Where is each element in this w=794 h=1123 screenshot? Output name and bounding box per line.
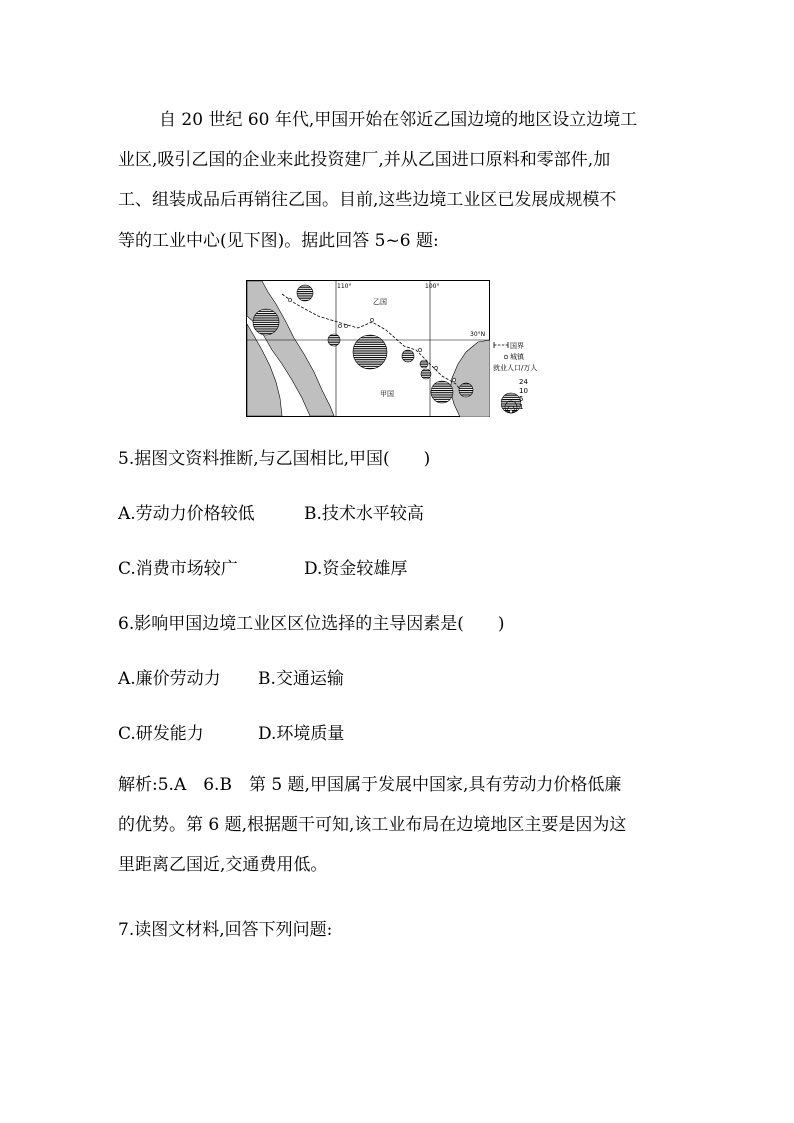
map-legend [491,337,561,417]
intro-line-1: 自 20 世纪 60 年代,甲国开始在邻近乙国边境的地区设立边境工 [159,110,638,130]
legend-employment-label: 就业人口/万人 [493,364,538,372]
employment-circle [420,360,428,368]
q5-stem: 5.据图文资料推断,与乙国相比,甲国( ) [118,449,431,469]
town-dot [370,318,373,321]
q5-option-b: B.技术水平较高 [304,504,424,524]
legend-scale-24: 24 [519,378,528,386]
country-b-label: 乙国 [373,298,387,306]
q6-option-d: D.环境质量 [258,724,345,744]
town-dot [434,366,437,369]
q7-stem: 7.读图文材料,回答下列问题: [118,920,333,940]
employment-circle [297,285,313,301]
town-dot [344,324,347,327]
intro-line-3: 工、组装成品后再销往乙国。目前,这些边境工业区已发展成规模不 [118,190,617,210]
q6-stem: 6.影响甲国边境工业区区位选择的主导因素是( ) [118,614,505,634]
legend-scale-5: 5 [519,395,524,403]
analysis-line-1: 解析:5.A 6.B 第 5 题,甲国属于发展中国家,具有劳动力价格低廉 [118,775,622,795]
q5-option-d: D.资金较雄厚 [304,559,408,579]
employment-circle [459,383,473,397]
employment-circle [402,350,414,362]
lon-100-label: 100° [425,283,440,290]
legend-border-label: 国界 [510,342,524,350]
employment-circle [421,369,431,379]
town-dot [452,378,455,381]
employment-circle [353,335,387,369]
employment-circle [328,334,340,346]
analysis-line-2: 的优势。第 6 题,根据题干可知,该工业布局在边境地区主要是因为这 [118,815,627,835]
intro-line-2: 业区,吸引乙国的企业来此投资建厂,并从乙国进口原料和零部件,加 [118,150,611,170]
analysis-line-3: 里距离乙国近,交通费用低。 [118,855,328,875]
employment-circle [431,381,453,403]
q5-option-c: C.消费市场较广 [118,559,238,579]
town-dot [418,348,421,351]
legend-town-label: 城镇 [510,353,524,361]
q6-option-b: B.交通运输 [258,669,344,689]
employment-circle [253,309,279,335]
town-dot [338,324,341,327]
country-a-label: 甲国 [380,390,394,398]
q6-option-c: C.研发能力 [118,724,204,744]
q5-option-a: A.劳动力价格较低 [118,504,255,524]
q6-option-a: A.廉价劳动力 [118,669,221,689]
legend-scale-10: 10 [519,387,528,395]
lon-110-label: 110° [337,283,352,290]
town-dot [288,298,291,301]
intro-line-4: 等的工业中心(见下图)。据此回答 5~6 题: [118,231,439,251]
legend-scale-1: 1 [519,403,524,411]
border-legend-icon [493,339,509,353]
border-industry-map [246,280,490,417]
town-legend-icon [503,354,509,360]
lat-30-label: 30°N [470,331,486,338]
